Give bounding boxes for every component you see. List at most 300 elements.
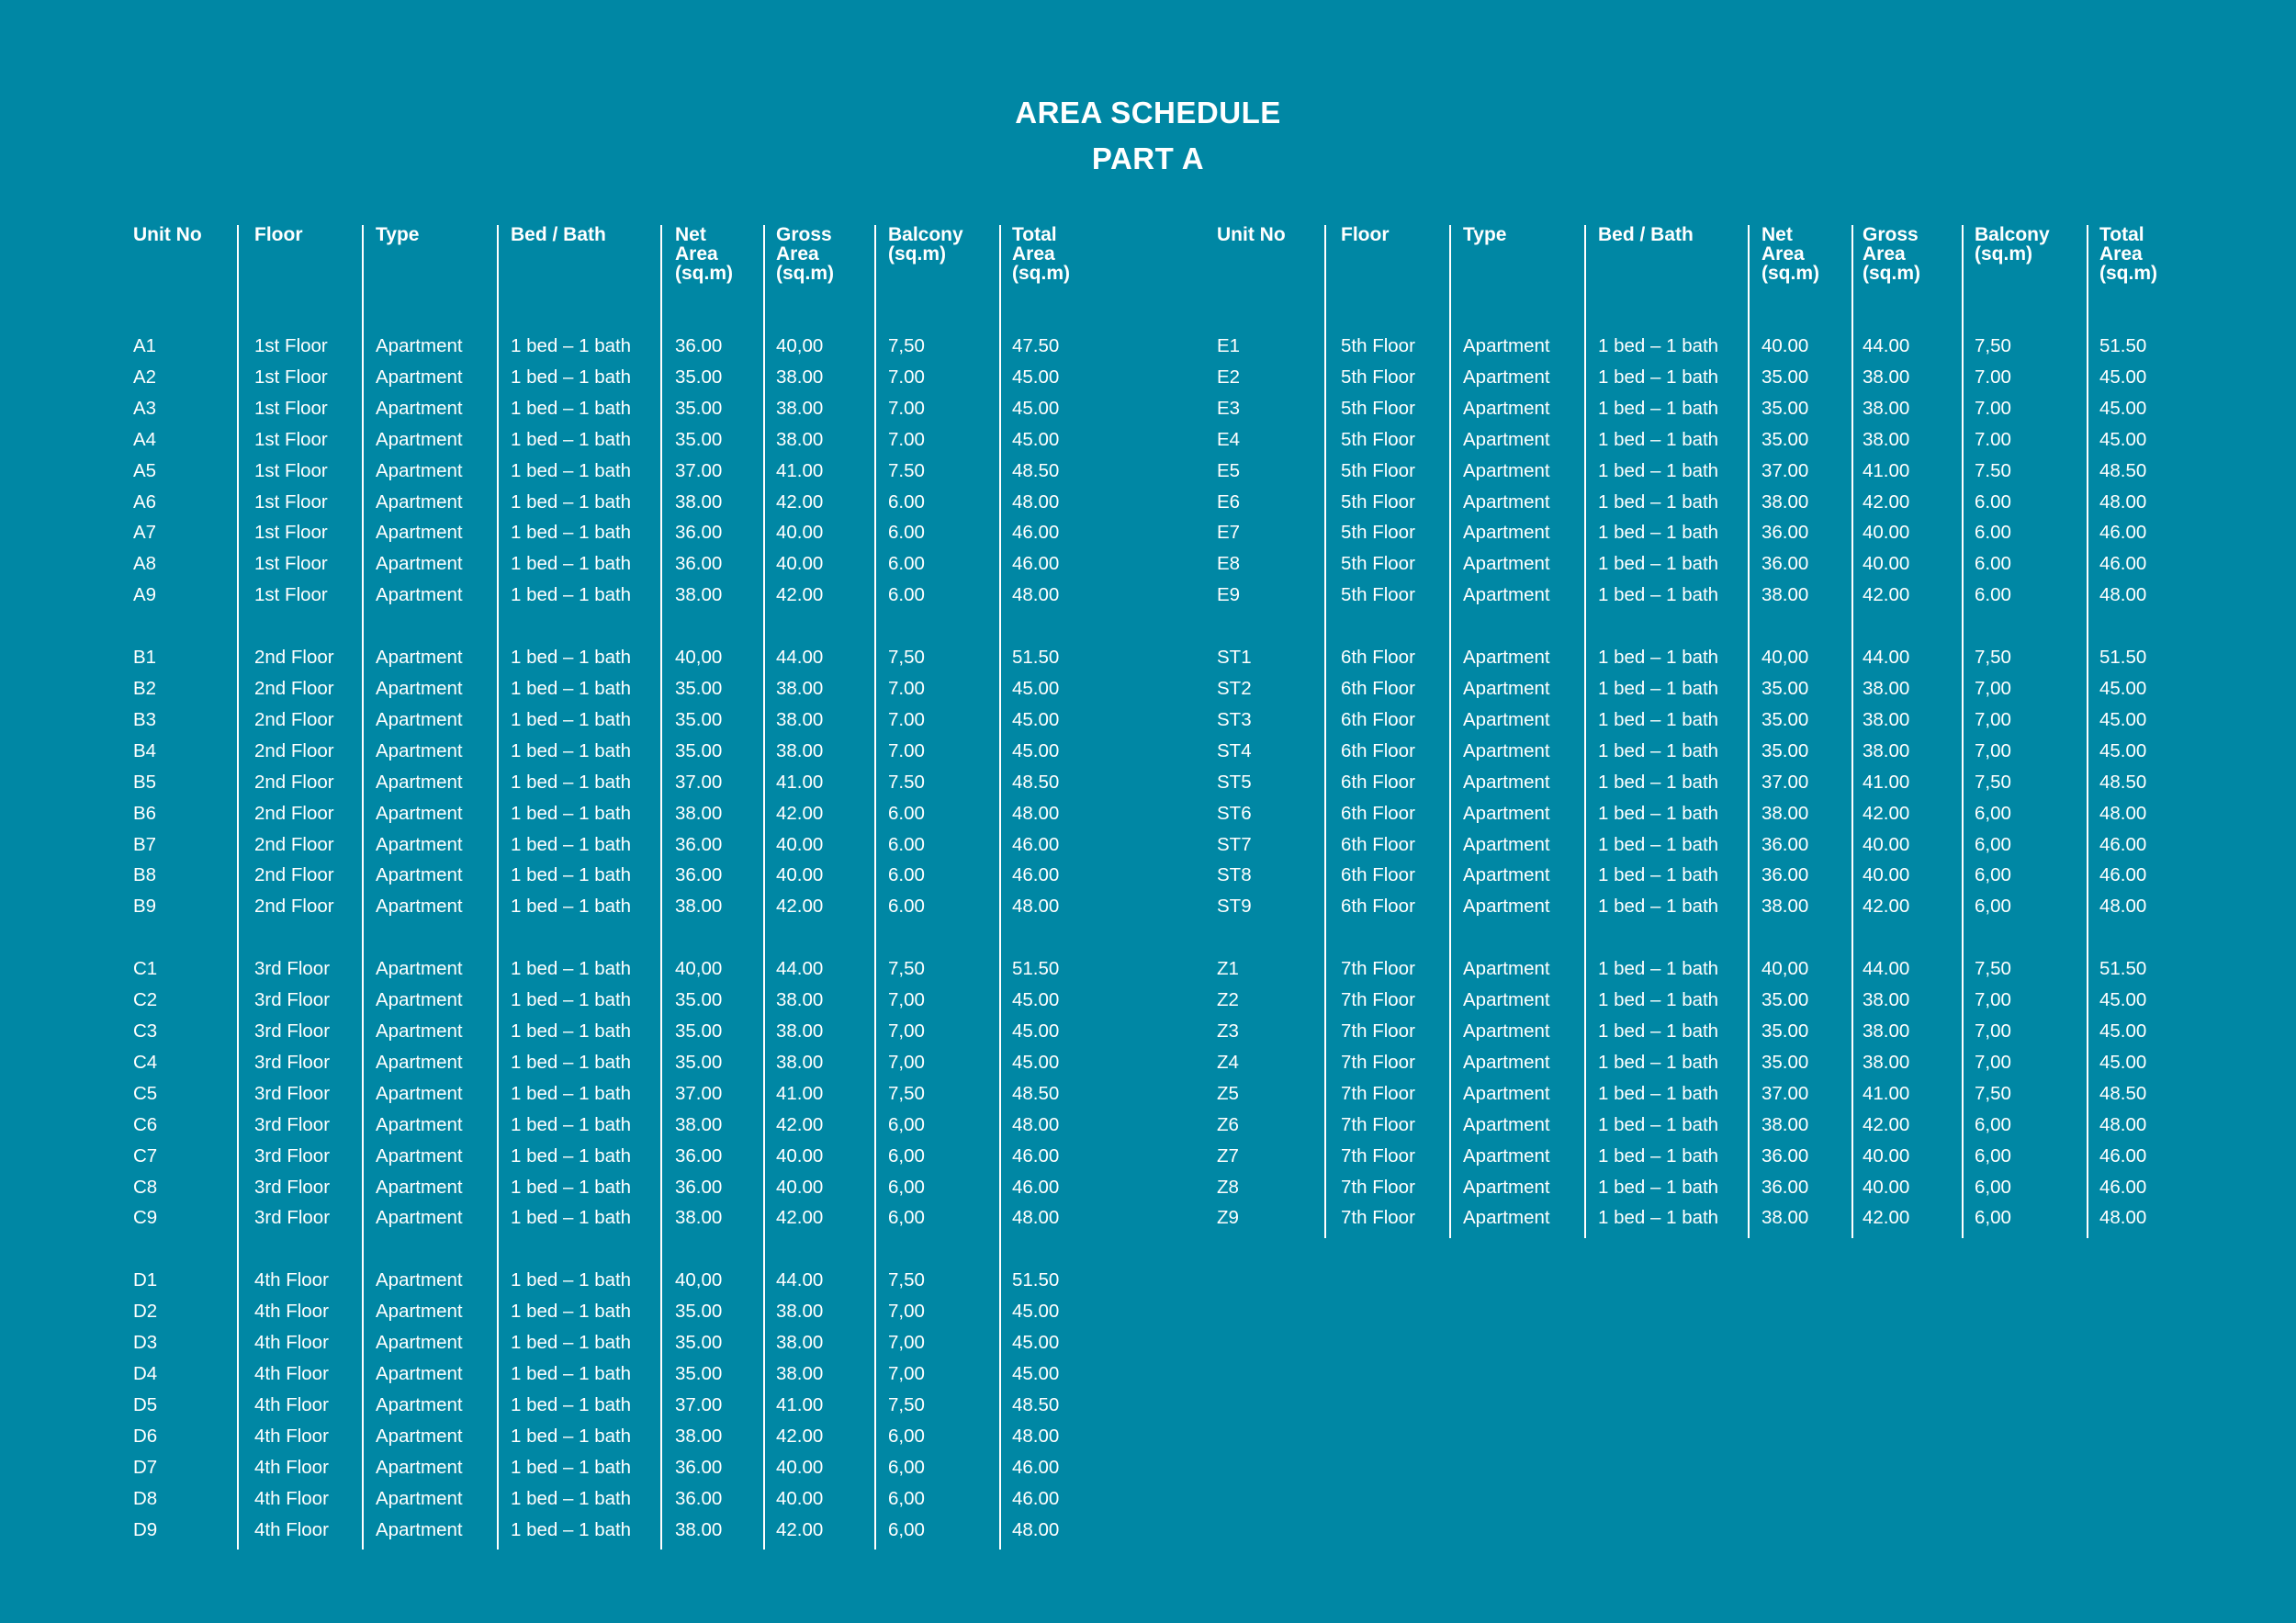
cell-gross-area: 44.00 [776,958,824,980]
header-balcony: Balcony (sq.m) [888,224,963,265]
cell-total-area: 51.50 [2099,647,2147,669]
cell-unit-no: B6 [133,802,157,824]
cell-gross-area: 38.00 [776,1051,824,1073]
cell-floor: 4th Floor [254,1332,329,1354]
column-divider [874,225,876,1550]
cell-unit-no: D7 [133,1456,158,1478]
cell-gross-area: 40.00 [1863,833,1910,855]
cell-unit-no: E5 [1217,459,1241,481]
column-divider [362,225,364,1550]
cell-net-area: 38.00 [1761,896,1809,918]
cell-net-area: 36.00 [675,1144,723,1167]
cell-balcony: 7,50 [1975,335,2011,356]
cell-unit-no: C6 [133,1113,158,1135]
cell-gross-area: 38.00 [776,428,824,450]
cell-gross-area: 38.00 [1863,708,1910,730]
cell-net-area: 38.00 [1761,584,1809,606]
cell-net-area: 36.00 [1761,833,1809,855]
cell-type: Apartment [1463,1207,1550,1229]
cell-floor: 3rd Floor [254,1082,331,1104]
cell-unit-no: B1 [133,647,157,669]
cell-type: Apartment [376,428,463,450]
cell-type: Apartment [1463,1051,1550,1073]
cell-type: Apartment [1463,366,1550,388]
cell-total-area: 48.00 [1012,1113,1060,1135]
cell-bed-bath: 1 bed – 1 bath [1598,864,1719,886]
cell-bed-bath: 1 bed – 1 bath [511,1393,632,1415]
cell-bed-bath: 1 bed – 1 bath [1598,771,1719,793]
cell-floor: 7th Floor [1341,1207,1415,1229]
cell-balcony: 7.00 [888,678,925,699]
cell-unit-no: A2 [133,366,157,388]
cell-net-area: 36.00 [675,1487,723,1509]
cell-bed-bath: 1 bed – 1 bath [511,1144,632,1167]
cell-gross-area: 42.00 [1863,802,1910,824]
cell-bed-bath: 1 bed – 1 bath [511,833,632,855]
cell-net-area: 35.00 [675,989,723,1011]
cell-type: Apartment [376,553,463,575]
cell-net-area: 35.00 [675,428,723,450]
cell-type: Apartment [1463,1082,1550,1104]
cell-balcony: 7.00 [1975,428,2011,450]
cell-bed-bath: 1 bed – 1 bath [1598,989,1719,1011]
cell-floor: 7th Floor [1341,1144,1415,1167]
cell-gross-area: 40.00 [1863,864,1910,886]
cell-gross-area: 44.00 [776,1269,824,1291]
cell-total-area: 48.00 [2099,490,2147,513]
cell-unit-no: E9 [1217,584,1241,606]
cell-balcony: 7.00 [1975,366,2011,388]
cell-bed-bath: 1 bed – 1 bath [1598,1082,1719,1104]
cell-total-area: 46.00 [2099,1176,2147,1198]
cell-gross-area: 41.00 [776,771,824,793]
cell-type: Apartment [376,1363,463,1384]
cell-total-area: 51.50 [1012,958,1060,980]
cell-gross-area: 40.00 [776,1144,824,1167]
cell-floor: 6th Floor [1341,708,1415,730]
cell-floor: 5th Floor [1341,366,1415,388]
cell-floor: 1st Floor [254,522,328,544]
cell-gross-area: 42.00 [1863,1207,1910,1229]
cell-gross-area: 40.00 [776,553,824,575]
cell-balcony: 7,50 [1975,1082,2011,1104]
cell-gross-area: 41.00 [776,1393,824,1415]
cell-gross-area: 44.00 [776,647,824,669]
cell-net-area: 40,00 [675,647,723,669]
header-balcony: Balcony (sq.m) [1975,224,2050,265]
cell-floor: 3rd Floor [254,1176,331,1198]
cell-type: Apartment [1463,802,1550,824]
cell-balcony: 7.00 [1975,397,2011,419]
cell-net-area: 38.00 [1761,1207,1809,1229]
cell-net-area: 36.00 [675,553,723,575]
cell-floor: 5th Floor [1341,522,1415,544]
cell-gross-area: 41.00 [776,1082,824,1104]
cell-net-area: 35.00 [1761,678,1809,699]
cell-total-area: 48.00 [1012,584,1060,606]
cell-unit-no: D5 [133,1393,158,1415]
cell-balcony: 6,00 [888,1425,925,1447]
cell-unit-no: E1 [1217,335,1241,356]
cell-floor: 1st Floor [254,428,328,450]
cell-balcony: 6,00 [1975,864,2011,886]
cell-balcony: 6.00 [1975,553,2011,575]
cell-net-area: 36.00 [675,1456,723,1478]
cell-floor: 2nd Floor [254,771,334,793]
cell-net-area: 37.00 [675,459,723,481]
cell-type: Apartment [376,802,463,824]
cell-floor: 7th Floor [1341,1113,1415,1135]
column-divider [763,225,765,1550]
cell-bed-bath: 1 bed – 1 bath [511,584,632,606]
cell-bed-bath: 1 bed – 1 bath [511,490,632,513]
cell-unit-no: Z1 [1217,958,1239,980]
cell-floor: 6th Floor [1341,864,1415,886]
cell-bed-bath: 1 bed – 1 bath [1598,1051,1719,1073]
cell-unit-no: B8 [133,864,157,886]
cell-balcony: 7,50 [888,1082,925,1104]
cell-total-area: 48.50 [1012,1082,1060,1104]
cell-type: Apartment [1463,1176,1550,1198]
column-divider [660,225,662,1550]
page-title: AREA SCHEDULE [1015,96,1281,130]
cell-total-area: 45.00 [2099,1051,2147,1073]
cell-total-area: 48.00 [1012,896,1060,918]
cell-gross-area: 38.00 [776,678,824,699]
cell-bed-bath: 1 bed – 1 bath [1598,802,1719,824]
cell-unit-no: Z9 [1217,1207,1239,1229]
cell-bed-bath: 1 bed – 1 bath [511,1425,632,1447]
cell-floor: 7th Floor [1341,1082,1415,1104]
cell-net-area: 35.00 [675,739,723,761]
cell-balcony: 7.00 [888,397,925,419]
cell-balcony: 6,00 [888,1456,925,1478]
cell-bed-bath: 1 bed – 1 bath [511,647,632,669]
cell-floor: 6th Floor [1341,647,1415,669]
cell-net-area: 35.00 [1761,989,1809,1011]
cell-type: Apartment [1463,708,1550,730]
cell-net-area: 38.00 [675,1113,723,1135]
schedule-table-right [1148,220,2296,1534]
column-divider [1324,225,1326,1238]
cell-total-area: 45.00 [2099,428,2147,450]
cell-type: Apartment [376,1051,463,1073]
cell-balcony: 6,00 [888,1113,925,1135]
cell-balcony: 7.50 [1975,459,2011,481]
cell-unit-no: ST5 [1217,771,1252,793]
column-divider [1449,225,1451,1238]
cell-gross-area: 40.00 [776,1456,824,1478]
header-gross-area: Gross Area (sq.m) [1863,224,1920,284]
header-type: Type [376,224,420,245]
cell-balcony: 7,00 [888,989,925,1011]
cell-floor: 6th Floor [1341,739,1415,761]
cell-total-area: 45.00 [1012,739,1060,761]
cell-type: Apartment [1463,864,1550,886]
cell-type: Apartment [1463,989,1550,1011]
cell-total-area: 48.00 [1012,490,1060,513]
cell-net-area: 40,00 [1761,647,1809,669]
cell-balcony: 6.00 [888,802,925,824]
cell-balcony: 7,50 [888,647,925,669]
cell-unit-no: E4 [1217,428,1241,450]
cell-bed-bath: 1 bed – 1 bath [1598,1144,1719,1167]
cell-balcony: 7,50 [1975,958,2011,980]
cell-floor: 2nd Floor [254,864,334,886]
cell-unit-no: B4 [133,739,157,761]
cell-net-area: 36.00 [675,864,723,886]
cell-bed-bath: 1 bed – 1 bath [511,1082,632,1104]
cell-type: Apartment [1463,896,1550,918]
cell-gross-area: 38.00 [776,1020,824,1042]
cell-net-area: 38.00 [675,490,723,513]
cell-total-area: 48.00 [2099,1113,2147,1135]
cell-bed-bath: 1 bed – 1 bath [1598,647,1719,669]
cell-unit-no: C1 [133,958,158,980]
cell-gross-area: 40,00 [776,335,824,356]
column-divider [1962,225,1964,1238]
cell-gross-area: 42.00 [1863,1113,1910,1135]
cell-floor: 7th Floor [1341,989,1415,1011]
cell-balcony: 7,00 [888,1332,925,1354]
cell-type: Apartment [376,584,463,606]
cell-type: Apartment [376,1269,463,1291]
cell-floor: 5th Floor [1341,490,1415,513]
cell-gross-area: 38.00 [1863,989,1910,1011]
cell-bed-bath: 1 bed – 1 bath [1598,397,1719,419]
cell-total-area: 45.00 [2099,989,2147,1011]
cell-floor: 2nd Floor [254,802,334,824]
cell-gross-area: 42.00 [776,490,824,513]
cell-net-area: 36.00 [675,522,723,544]
cell-balcony: 6.00 [888,584,925,606]
cell-net-area: 38.00 [1761,1113,1809,1135]
cell-type: Apartment [1463,459,1550,481]
cell-unit-no: E2 [1217,366,1241,388]
cell-gross-area: 38.00 [1863,739,1910,761]
column-divider [497,225,499,1550]
cell-bed-bath: 1 bed – 1 bath [511,553,632,575]
cell-unit-no: C8 [133,1176,158,1198]
cell-net-area: 35.00 [675,1363,723,1384]
cell-bed-bath: 1 bed – 1 bath [511,1051,632,1073]
cell-total-area: 45.00 [2099,366,2147,388]
cell-floor: 4th Floor [254,1301,329,1323]
cell-total-area: 45.00 [1012,428,1060,450]
cell-unit-no: B7 [133,833,157,855]
cell-unit-no: A3 [133,397,157,419]
cell-bed-bath: 1 bed – 1 bath [1598,896,1719,918]
cell-gross-area: 38.00 [776,366,824,388]
cell-net-area: 40,00 [1761,958,1809,980]
cell-net-area: 36.00 [1761,553,1809,575]
cell-net-area: 36.00 [675,833,723,855]
cell-type: Apartment [376,1113,463,1135]
cell-unit-no: Z3 [1217,1020,1239,1042]
cell-unit-no: E7 [1217,522,1241,544]
cell-net-area: 35.00 [1761,397,1809,419]
cell-type: Apartment [376,1082,463,1104]
cell-type: Apartment [1463,647,1550,669]
cell-unit-no: ST1 [1217,647,1252,669]
cell-net-area: 35.00 [675,1020,723,1042]
cell-type: Apartment [376,1207,463,1229]
cell-balcony: 7,00 [888,1020,925,1042]
cell-floor: 7th Floor [1341,958,1415,980]
column-divider [2087,225,2088,1238]
cell-balcony: 6.00 [888,522,925,544]
column-divider [999,225,1001,1550]
cell-balcony: 6,00 [1975,1113,2011,1135]
cell-balcony: 7,50 [888,335,925,356]
cell-net-area: 38.00 [675,1518,723,1540]
cell-gross-area: 38.00 [776,1363,824,1384]
cell-unit-no: B5 [133,771,157,793]
cell-floor: 6th Floor [1341,896,1415,918]
cell-balcony: 7.00 [888,366,925,388]
cell-unit-no: C4 [133,1051,158,1073]
cell-bed-bath: 1 bed – 1 bath [1598,335,1719,356]
cell-floor: 1st Floor [254,490,328,513]
cell-bed-bath: 1 bed – 1 bath [511,1518,632,1540]
cell-type: Apartment [376,397,463,419]
cell-unit-no: B9 [133,896,157,918]
cell-unit-no: A6 [133,490,157,513]
cell-net-area: 38.00 [1761,802,1809,824]
cell-unit-no: A8 [133,553,157,575]
cell-gross-area: 42.00 [776,1518,824,1540]
cell-unit-no: B3 [133,708,157,730]
cell-floor: 1st Floor [254,584,328,606]
cell-bed-bath: 1 bed – 1 bath [1598,1207,1719,1229]
cell-type: Apartment [1463,553,1550,575]
cell-bed-bath: 1 bed – 1 bath [511,1269,632,1291]
cell-floor: 3rd Floor [254,958,331,980]
cell-bed-bath: 1 bed – 1 bath [1598,1176,1719,1198]
cell-unit-no: Z4 [1217,1051,1239,1073]
cell-total-area: 45.00 [2099,397,2147,419]
cell-net-area: 36.00 [675,335,723,356]
cell-net-area: 35.00 [675,1332,723,1354]
cell-floor: 4th Floor [254,1363,329,1384]
cell-balcony: 6,00 [1975,1207,2011,1229]
cell-net-area: 37.00 [1761,1082,1809,1104]
cell-total-area: 48.50 [1012,459,1060,481]
cell-gross-area: 42.00 [776,584,824,606]
cell-floor: 1st Floor [254,335,328,356]
cell-type: Apartment [376,1518,463,1540]
cell-gross-area: 40.00 [1863,522,1910,544]
cell-unit-no: ST7 [1217,833,1252,855]
cell-net-area: 36.00 [1761,864,1809,886]
cell-bed-bath: 1 bed – 1 bath [511,522,632,544]
cell-floor: 2nd Floor [254,708,334,730]
cell-balcony: 7,00 [1975,708,2011,730]
cell-type: Apartment [376,678,463,699]
cell-total-area: 46.00 [1012,522,1060,544]
cell-type: Apartment [376,1425,463,1447]
cell-bed-bath: 1 bed – 1 bath [1598,739,1719,761]
page-subtitle: PART A [1091,141,1205,175]
cell-type: Apartment [1463,739,1550,761]
cell-bed-bath: 1 bed – 1 bath [1598,708,1719,730]
cell-bed-bath: 1 bed – 1 bath [511,896,632,918]
cell-total-area: 48.00 [1012,802,1060,824]
cell-total-area: 48.50 [2099,459,2147,481]
cell-total-area: 48.00 [2099,802,2147,824]
cell-balcony: 6.00 [888,864,925,886]
cell-total-area: 45.00 [1012,1051,1060,1073]
cell-floor: 3rd Floor [254,1207,331,1229]
cell-total-area: 48.00 [2099,584,2147,606]
cell-total-area: 45.00 [1012,989,1060,1011]
header-unit-no: Unit No [1217,224,1286,245]
cell-balcony: 6,00 [1975,802,2011,824]
cell-type: Apartment [376,1487,463,1509]
cell-bed-bath: 1 bed – 1 bath [511,1456,632,1478]
cell-floor: 6th Floor [1341,833,1415,855]
cell-balcony: 6,00 [1975,833,2011,855]
cell-type: Apartment [376,1456,463,1478]
cell-unit-no: D2 [133,1301,158,1323]
cell-gross-area: 44.00 [1863,958,1910,980]
cell-bed-bath: 1 bed – 1 bath [511,864,632,886]
cell-type: Apartment [376,1332,463,1354]
header-bed-bath: Bed / Bath [1598,224,1694,245]
cell-total-area: 51.50 [2099,335,2147,356]
cell-total-area: 48.00 [2099,1207,2147,1229]
cell-unit-no: Z6 [1217,1113,1239,1135]
cell-unit-no: Z5 [1217,1082,1239,1104]
cell-net-area: 37.00 [1761,459,1809,481]
cell-unit-no: D1 [133,1269,158,1291]
cell-unit-no: A9 [133,584,157,606]
cell-net-area: 35.00 [1761,1051,1809,1073]
cell-total-area: 51.50 [1012,647,1060,669]
cell-type: Apartment [376,1301,463,1323]
cell-floor: 2nd Floor [254,833,334,855]
cell-gross-area: 38.00 [776,739,824,761]
cell-total-area: 48.50 [1012,771,1060,793]
cell-floor: 7th Floor [1341,1051,1415,1073]
cell-bed-bath: 1 bed – 1 bath [511,739,632,761]
cell-net-area: 35.00 [1761,739,1809,761]
cell-unit-no: ST8 [1217,864,1252,886]
cell-type: Apartment [1463,335,1550,356]
cell-floor: 5th Floor [1341,397,1415,419]
cell-gross-area: 44.00 [1863,647,1910,669]
cell-total-area: 45.00 [1012,1020,1060,1042]
cell-bed-bath: 1 bed – 1 bath [1598,958,1719,980]
cell-balcony: 7,00 [1975,989,2011,1011]
cell-gross-area: 38.00 [1863,1020,1910,1042]
cell-gross-area: 38.00 [1863,366,1910,388]
cell-unit-no: A7 [133,522,157,544]
cell-bed-bath: 1 bed – 1 bath [511,678,632,699]
cell-floor: 4th Floor [254,1487,329,1509]
cell-type: Apartment [376,1020,463,1042]
cell-gross-area: 42.00 [1863,896,1910,918]
cell-net-area: 38.00 [675,1207,723,1229]
cell-type: Apartment [1463,490,1550,513]
cell-total-area: 45.00 [1012,708,1060,730]
cell-balcony: 6,00 [888,1176,925,1198]
column-divider [1748,225,1750,1238]
cell-unit-no: D4 [133,1363,158,1384]
header-total-area: Total Area (sq.m) [1012,224,1070,284]
header-net-area: Net Area (sq.m) [1761,224,1819,284]
cell-total-area: 48.50 [2099,1082,2147,1104]
